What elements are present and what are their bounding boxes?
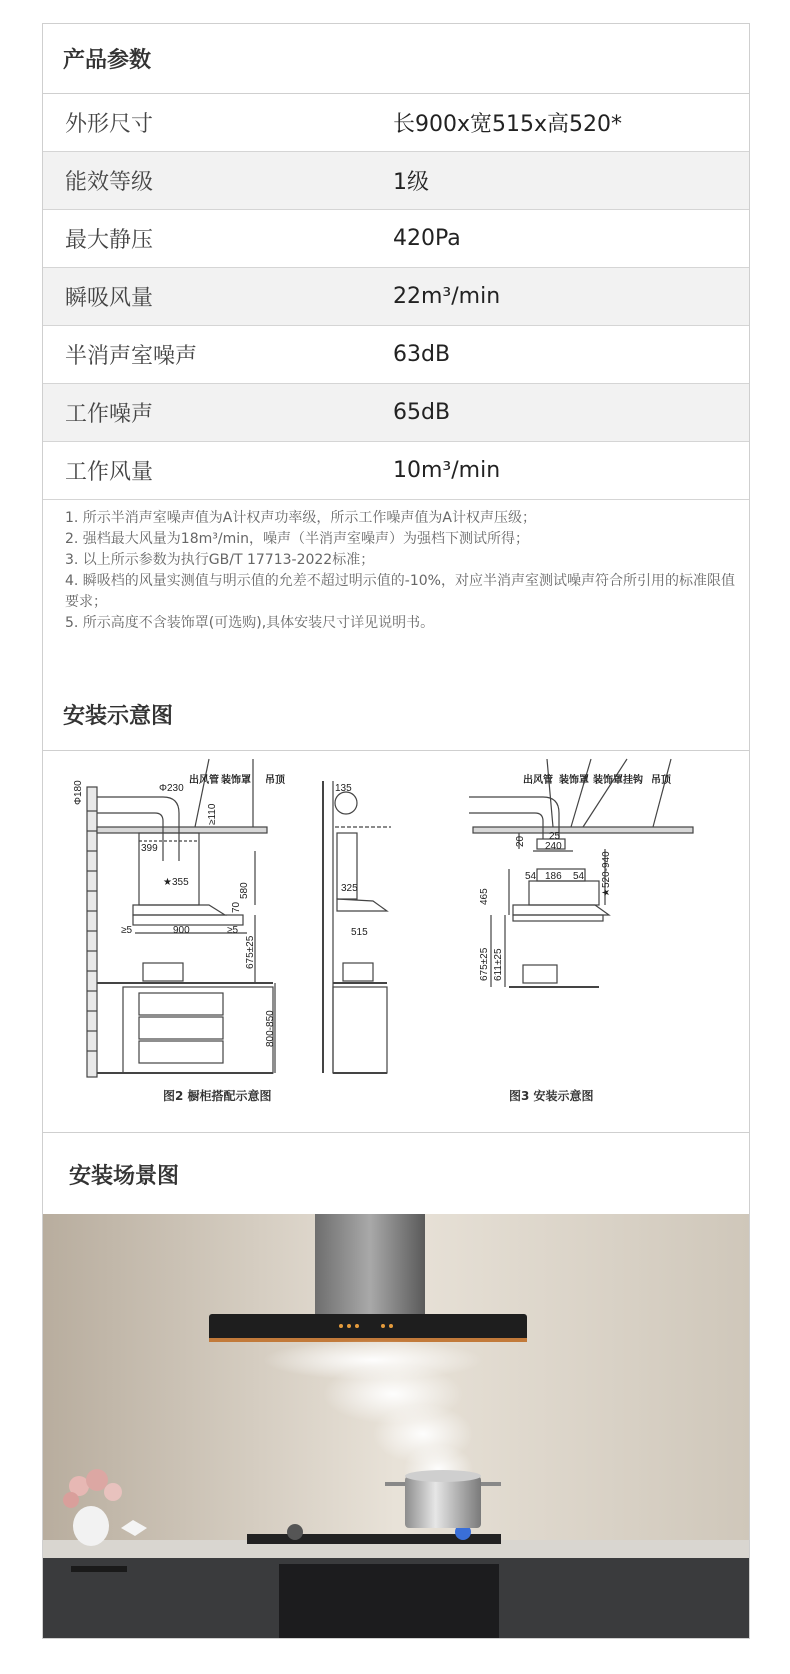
dim-54a: 54 [525, 871, 537, 882]
fig3-caption: 图3 安装示意图 [509, 1089, 594, 1103]
spec-value: 65dB [393, 400, 451, 425]
dim-515: 515 [351, 927, 368, 938]
duct-section [335, 792, 357, 814]
spec-value: 长900x宽515x高520* [393, 112, 623, 137]
cabinet [123, 987, 273, 1073]
hood-body [133, 905, 225, 915]
hood-chimney [315, 1214, 425, 1314]
install-scene-photo [43, 1214, 749, 1638]
spec-value: 420Pa [393, 226, 461, 251]
label-ceiling-fig3: 吊顶 [651, 775, 671, 786]
install-diagram-title: 安装示意图 [43, 679, 749, 751]
dim-580: 580 [239, 882, 250, 899]
dim-465: 465 [479, 888, 490, 905]
dim-135: 135 [335, 783, 352, 794]
range-hood [209, 1314, 527, 1342]
dim-20: 20 [515, 835, 526, 847]
dim-phi230: Φ230 [159, 783, 184, 794]
label-outlet-pipe: 出风管 [189, 775, 219, 786]
spec-value: 1级 [393, 170, 429, 195]
dim-611: 611±25 [493, 948, 504, 981]
spec-value: 10m³/min [393, 458, 501, 483]
spec-row [43, 442, 749, 500]
dim-ge5-left: ≥5 [121, 925, 133, 936]
spec-row [43, 268, 749, 326]
spec-label: 能效等级 [65, 170, 154, 195]
label-cover: 装饰罩 [221, 775, 251, 786]
spec-row [43, 326, 749, 384]
dim-399: 399 [141, 843, 158, 854]
notes [65, 508, 735, 634]
install-diagram-drawing [43, 751, 749, 1133]
pot-fig3 [523, 965, 557, 983]
flower-vase [73, 1506, 109, 1546]
dim-star355: ★355 [163, 877, 189, 888]
kitchen-scene-illustration [43, 1214, 749, 1638]
dim-star520-940: ★520-940 [601, 851, 612, 897]
fig2-caption: 图2 橱柜搭配示意图 [163, 1089, 272, 1103]
dim-240: 240 [545, 841, 562, 852]
note-item: 1. 所示半消声室噪声值为A计权声功率级，所示工作噪声值为A计权声压级； [65, 510, 536, 526]
cooking-pot [405, 1476, 481, 1528]
dim-186: 186 [545, 871, 562, 882]
hood-panel [133, 915, 243, 925]
note-item: 3. 以上所示参数为执行GB/T 17713-2022标准； [65, 552, 375, 568]
dim-ge5-right: ≥5 [227, 925, 239, 936]
dim-800-850: 800-850 [265, 1010, 276, 1047]
dim-25: 25 [549, 831, 561, 842]
spec-sheet [42, 23, 750, 1639]
dishwasher [279, 1564, 499, 1638]
hood-fig3 [513, 905, 609, 915]
note-item: 2. 强档最大风量为18m³/min，噪声（半消声室噪声）为强档下测试所得； [65, 531, 529, 547]
spec-value: 63dB [393, 342, 451, 367]
dim-675b: 675±25 [479, 947, 490, 981]
spec-label: 半消声室噪声 [65, 344, 198, 369]
spec-row [43, 152, 749, 210]
label-cover-fig3: 装饰罩 [559, 775, 589, 786]
install-diagram [43, 751, 749, 1133]
spec-row [43, 210, 749, 268]
side-hood [337, 899, 387, 911]
dim-675: 675±25 [245, 935, 256, 969]
label-cover-hook: 装饰罩挂钩 [593, 775, 643, 786]
note-item: 4. 瞬吸档的风量实测值与明示值的允差不超过明示值的-10%，对应半消声室测试噪声符合所引用的标准限值要求； [65, 573, 735, 610]
install-scene-title: 安装场景图 [69, 1163, 180, 1189]
dim-phi180: Φ180 [73, 780, 84, 805]
spec-label: 工作风量 [65, 460, 154, 485]
note-item: 5. 所示高度不含装饰罩(可选购),具体安装尺寸详见说明书。 [65, 615, 435, 631]
spec-table [43, 94, 749, 500]
dim-54b: 54 [573, 871, 585, 882]
spec-value: 22m³/min [393, 284, 501, 309]
spec-row [43, 384, 749, 442]
dim-70: 70 [231, 901, 242, 913]
spec-label: 瞬吸风量 [65, 286, 154, 311]
dim-900: 900 [173, 925, 190, 936]
pot [143, 963, 183, 981]
label-ceiling: 吊顶 [265, 775, 285, 786]
ceiling [97, 827, 267, 833]
label-outlet-pipe-fig3: 出风管 [523, 775, 553, 786]
ceiling-fig3 [473, 827, 693, 833]
spec-row [43, 94, 749, 152]
spec-label: 工作噪声 [65, 402, 154, 427]
spec-label: 最大静压 [65, 228, 154, 253]
product-params-title: 产品参数 [43, 24, 749, 94]
spec-label: 外形尺寸 [65, 112, 154, 137]
dim-ge110: ≥110 [207, 803, 218, 825]
dim-325: 325 [341, 883, 358, 894]
